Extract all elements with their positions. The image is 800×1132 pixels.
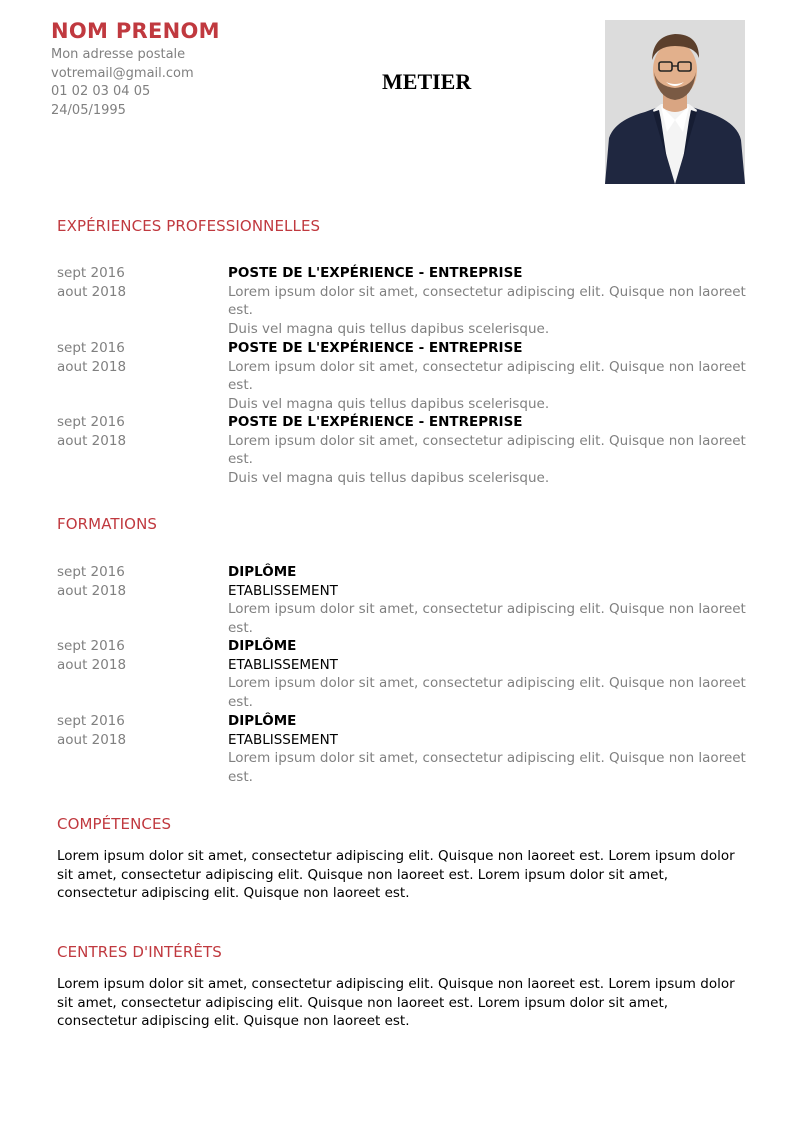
contact-block	[51, 46, 194, 120]
formation-details	[228, 563, 748, 637]
interests-text: Lorem ipsum dolor sit amet, consectetur adipiscing elit. Quisque non laoreet est. Lorem ipsum dolor sit amet, consectetur adipiscing elit. Quisque non laoreet est. Lorem ipsum dolor sit amet, consectetur adipiscing elit. Quisque non laoreet est.	[57, 976, 735, 1029]
formation-dates	[57, 637, 126, 674]
school-name: ETABLISSEMENT	[228, 731, 338, 748]
section-title-experiences: EXPÉRIENCES PROFESSIONNELLES	[57, 217, 321, 235]
person-portrait-icon	[605, 20, 745, 184]
section-title-skills: COMPÉTENCES	[57, 815, 172, 833]
end-date: aout 2018	[57, 432, 127, 449]
end-date: aout 2018	[57, 731, 127, 748]
formation-desc: Lorem ipsum dolor sit amet, consectetur adipiscing elit. Quisque non laoreet est.	[228, 750, 746, 785]
formation-dates	[57, 563, 126, 600]
experience-desc-line-1: Lorem ipsum dolor sit amet, consectetur adipiscing elit. Quisque non laoreet est.	[228, 432, 746, 467]
skills-text: Lorem ipsum dolor sit amet, consectetur adipiscing elit. Quisque non laoreet est. Lorem ipsum dolor sit amet, consectetur adipiscing elit. Quisque non laoreet est. Lorem ipsum dolor sit amet, consectetur adipiscing elit. Quisque non laoreet est.	[57, 848, 735, 901]
profile-photo	[605, 20, 745, 184]
experience-desc-line-1: Lorem ipsum dolor sit amet, consectetur adipiscing elit. Quisque non laoreet est.	[228, 358, 746, 393]
experience-title: POSTE DE L'EXPÉRIENCE - ENTREPRISE	[228, 340, 523, 356]
start-date: sept 2016	[57, 340, 125, 356]
start-date: sept 2016	[57, 713, 125, 729]
experience-desc-line-2: Duis vel magna quis tellus dapibus scelerisque.	[228, 469, 550, 486]
experience-desc-line-2: Duis vel magna quis tellus dapibus scelerisque.	[228, 320, 550, 337]
section-title-interests: CENTRES D'INTÉRÊTS	[57, 943, 222, 961]
experience-desc-line-1: Lorem ipsum dolor sit amet, consectetur adipiscing elit. Quisque non laoreet est.	[228, 283, 746, 318]
formation-desc: Lorem ipsum dolor sit amet, consectetur adipiscing elit. Quisque non laoreet est.	[228, 601, 746, 636]
formation-dates	[57, 712, 126, 749]
experience-dates	[57, 413, 126, 450]
experience-details	[228, 264, 748, 338]
birth-date: 24/05/1995	[51, 102, 126, 118]
formation-details	[228, 712, 748, 786]
diploma-title: DIPLÔME	[228, 638, 297, 654]
diploma-title: DIPLÔME	[228, 713, 297, 729]
experience-dates	[57, 264, 126, 301]
school-name: ETABLISSEMENT	[228, 656, 338, 673]
job-title: METIER	[382, 69, 472, 94]
diploma-title: DIPLÔME	[228, 564, 297, 580]
section-title-formations: FORMATIONS	[57, 515, 158, 533]
start-date: sept 2016	[57, 638, 125, 654]
experience-title: POSTE DE L'EXPÉRIENCE - ENTREPRISE	[228, 265, 523, 281]
candidate-name: NOM PRENOM	[51, 19, 220, 43]
experience-title: POSTE DE L'EXPÉRIENCE - ENTREPRISE	[228, 414, 523, 430]
end-date: aout 2018	[57, 656, 127, 673]
formation-details	[228, 637, 748, 711]
experience-details	[228, 413, 748, 487]
start-date: sept 2016	[57, 564, 125, 580]
start-date: sept 2016	[57, 414, 125, 430]
postal-address: Mon adresse postale	[51, 47, 186, 62]
experience-dates	[57, 339, 126, 376]
end-date: aout 2018	[57, 582, 127, 599]
school-name: ETABLISSEMENT	[228, 582, 338, 599]
end-date: aout 2018	[57, 358, 127, 375]
experience-desc-line-2: Duis vel magna quis tellus dapibus scelerisque.	[228, 395, 550, 412]
email-address: votremail@gmail.com	[51, 65, 194, 81]
end-date: aout 2018	[57, 283, 127, 300]
start-date: sept 2016	[57, 265, 125, 281]
experience-details	[228, 339, 748, 413]
phone-number: 01 02 03 04 05	[51, 84, 151, 99]
formation-desc: Lorem ipsum dolor sit amet, consectetur adipiscing elit. Quisque non laoreet est.	[228, 675, 746, 710]
